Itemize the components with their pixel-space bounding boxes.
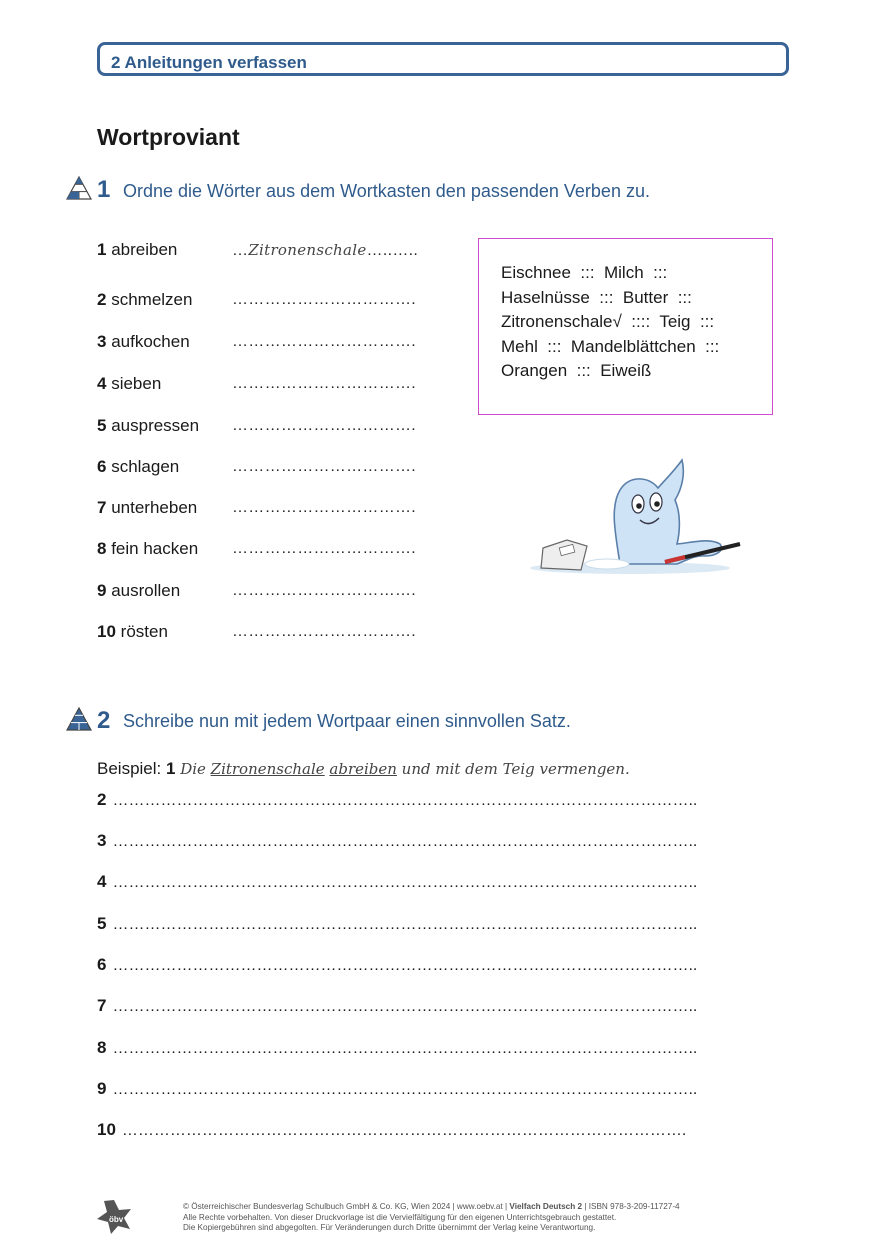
line-number: 4 [97,872,107,891]
verb: auspressen [111,416,200,435]
item-number: 1 [97,240,107,259]
item-number: 10 [97,622,116,641]
svg-text:öbv: öbv [109,1215,124,1224]
line-number: 7 [97,996,107,1015]
line-dots: ……………………………………………………………………………………………….. [112,833,698,850]
item-number: 6 [97,457,107,476]
verb: unterheben [111,498,198,517]
footer-book-title: Vielfach Deutsch 2 [509,1202,583,1211]
answer-field[interactable]: ……………………………. [232,417,417,434]
line-number: 8 [97,1038,107,1057]
task1-row [97,457,246,479]
verb: aufkochen [111,332,190,351]
page-title: Wortproviant [97,124,240,150]
line-number: 10 [97,1120,116,1139]
line-number: 5 [97,914,107,933]
task1-row [97,581,246,603]
task1-row [97,416,246,438]
line-dots: ……………………………………………………………………………………………….. [112,874,698,891]
line-number: 6 [97,955,107,974]
verb: ausrollen [111,581,181,600]
sentence-line[interactable] [97,1038,697,1058]
chapter-header [97,42,789,76]
sentence-line[interactable] [97,831,697,851]
line-dots: ……………………………………………………………………………………………. [121,1122,687,1139]
task1-row [97,332,246,354]
task1-row [97,374,246,396]
chapter-title: 2 Anleitungen verfassen [111,53,307,72]
line-dots: ……………………………………………………………………………………………….. [112,916,698,933]
example-number: 1 [166,759,176,778]
word-box [478,238,773,415]
difficulty-triangle-icon [66,707,92,731]
task1-row [97,498,246,520]
copyright-footer [183,1202,680,1234]
example-sentence [97,759,630,779]
sentence-line[interactable] [97,996,697,1016]
example-rest: und mit dem Teig vermengen. [401,760,630,778]
answer-field[interactable]: ……………………………. [232,623,417,640]
footer-rights: Alle Rechte vorbehalten. Von dieser Druckvorlage ist die Vervielfältigung für den eigenen Unterrichtsgebrauch gestattet. [183,1212,617,1222]
answer-field[interactable]: ……………………………. [232,540,417,557]
answer-field[interactable] [232,241,418,260]
verb: fein hacken [111,539,199,558]
verb: schlagen [111,457,180,476]
example-underlined-verb: abreiben [329,760,397,778]
answer-handwritten: Zitronenschale [248,241,367,259]
line-number: 9 [97,1079,107,1098]
line-dots: ……………………………………………………………………………………………….. [112,998,698,1015]
line-dots: ……………………………………………………………………………………………….. [112,1081,698,1098]
sentence-line[interactable] [97,914,697,934]
ghost-mascot-illustration [525,452,745,582]
task2-instruction: Schreibe nun mit jedem Wortpaar einen sinnvollen Satz. [123,711,571,731]
sentence-line[interactable] [97,790,697,810]
task2-number: 2 [97,707,111,734]
example-underlined-noun: Zitronenschale [210,760,325,778]
sentence-line[interactable] [97,1079,697,1099]
line-dots: ……………………………………………………………………………………………….. [112,792,698,809]
task1-number: 1 [97,176,111,203]
footer-isbn: | ISBN 978-3-209-11727-4 [582,1202,680,1211]
item-number: 2 [97,290,107,309]
sentence-line[interactable] [97,1120,686,1140]
item-number: 9 [97,581,107,600]
example-label: Beispiel: [97,759,162,778]
item-number: 3 [97,332,107,351]
task1-row [97,290,246,312]
verb: schmelzen [111,290,193,309]
sentence-line[interactable] [97,872,697,892]
answer-field[interactable]: ……………………………. [232,291,417,308]
answer-field[interactable]: ……………………………. [232,458,417,475]
sentence-line[interactable] [97,955,697,975]
verb: sieben [111,374,162,393]
task1-row [97,539,246,561]
answer-field[interactable]: ……………………………. [232,333,417,350]
publisher-logo [97,1200,131,1234]
example-word: Die [180,760,206,778]
answer-field[interactable]: ……………………………. [232,499,417,516]
footer-fees: Die Kopiergebühren sind abgegolten. Für Veränderungen durch Dritte übernimmt der Verlag keine Verantwortung. [183,1223,596,1232]
line-number: 3 [97,831,107,850]
answer-prefix: … [232,242,249,259]
verb: abreiben [111,240,178,259]
item-number: 7 [97,498,107,517]
answer-suffix: …..….. [366,242,419,259]
task1-row [97,240,249,262]
difficulty-triangle-icon [66,176,92,200]
answer-field[interactable]: ……………………………. [232,582,417,599]
verb: rösten [120,622,168,641]
line-number: 2 [97,790,107,809]
word-box-text: Eischnee ::: Milch ::: Haselnüsse ::: Butter ::: Zitronenschale√ :::: Teig ::: Mehl ::: Mandelblättchen ::: Orangen ::: Eiweiß [501,263,720,380]
task1-instruction: Ordne die Wörter aus dem Wortkasten den passenden Verben zu. [123,181,650,201]
line-dots: ……………………………………………………………………………………………….. [112,1040,698,1057]
item-number: 8 [97,539,107,558]
item-number: 4 [97,374,107,393]
item-number: 5 [97,416,107,435]
footer-copyright: © Österreichischer Bundesverlag Schulbuch GmbH & Co. KG, Wien 2024 | www.oebv.at | [183,1202,510,1211]
line-dots: ……………………………………………………………………………………………….. [112,957,698,974]
answer-field[interactable]: ……………………………. [232,375,417,392]
